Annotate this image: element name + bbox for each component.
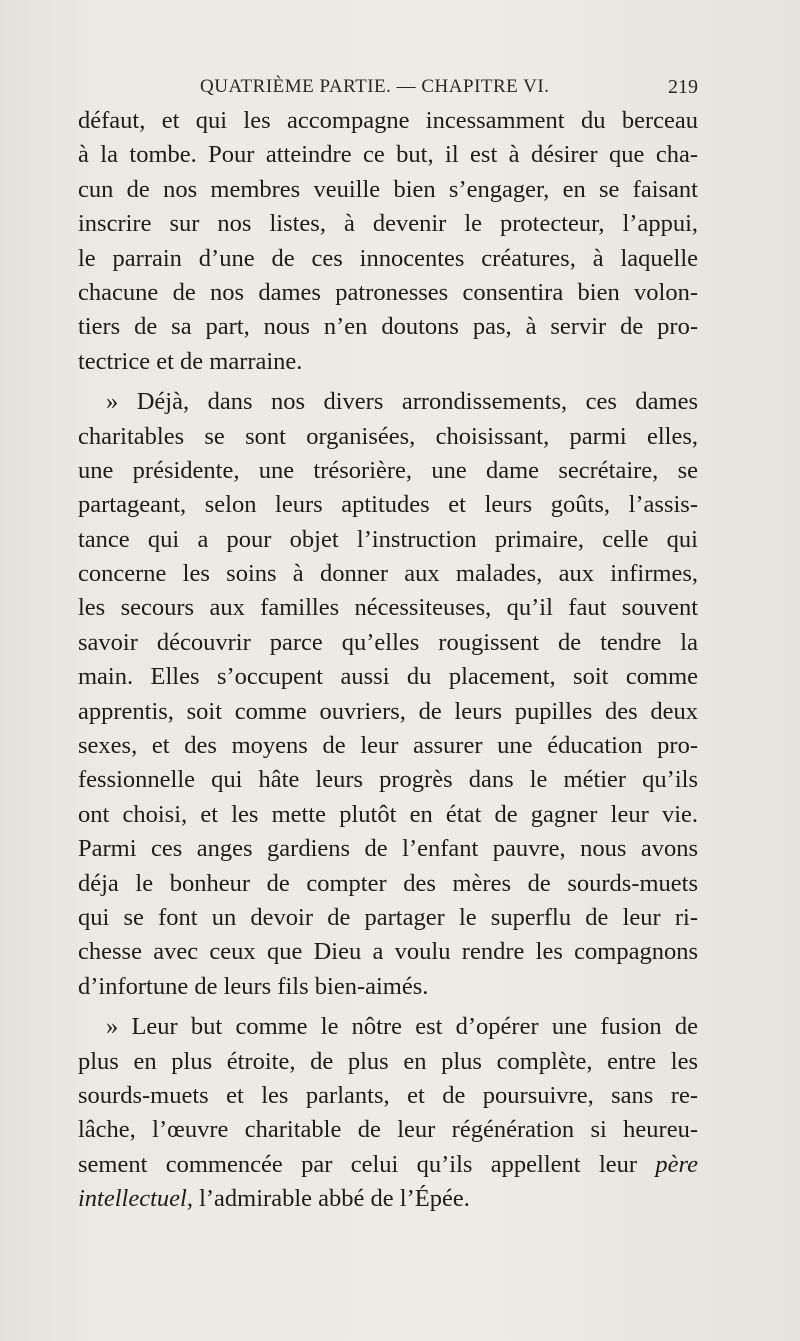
text-line: savoir découvrir parce qu’elles rougissent de tendre la	[78, 628, 698, 656]
text-line: inscrire sur nos listes, à devenir le protecteur, l’appui,	[78, 210, 698, 238]
text-line: chacune de nos dames patronesses consentira bien volon-	[78, 278, 698, 306]
text-line: apprentis, soit comme ouvriers, de leurs pupilles des deux	[78, 697, 698, 725]
text-line: concerne les soins à donner aux malades, aux infirmes,	[78, 560, 698, 588]
italic-text: père	[655, 1150, 698, 1178]
running-title: QUATRIÈME PARTIE. — CHAPITRE VI.	[200, 76, 550, 97]
text-line: tectrice et de marraine.	[78, 347, 303, 375]
text-line: tiers de sa part, nous n’en doutons pas, à servir de pro-	[78, 313, 698, 341]
text-line: les secours aux familles nécessiteuses, qu’il faut souvent	[78, 594, 698, 622]
text-line: cun de nos membres veuille bien s’engager, en se faisant	[78, 175, 698, 203]
text-line: partageant, selon leurs aptitudes et leurs goûts, l’assis-	[78, 491, 698, 519]
paragraph-2	[78, 385, 698, 1004]
text-line: sourds-muets et les parlants, et de poursuivre, sans re-	[78, 1081, 698, 1109]
text-line	[78, 1148, 698, 1182]
text-run: , l’admirable abbé de l’Épée.	[186, 1185, 470, 1213]
text-line: déja le bonheur de compter des mères de sourds-muets	[78, 869, 698, 897]
text-line: plus en plus étroite, de plus en plus complète, entre les	[78, 1047, 698, 1075]
text-line: qui se font un devoir de partager le superflu de leur ri-	[78, 903, 698, 931]
text-line: à la tombe. Pour atteindre ce but, il est à désirer que cha-	[78, 141, 698, 169]
italic-text: intellectuel	[78, 1185, 187, 1213]
text-line: » Déjà, dans nos divers arrondissements, ces dames	[106, 388, 698, 416]
text-run: sement commencée par celui qu’ils appellent leur	[78, 1150, 638, 1178]
text-line: le parrain d’une de ces innocentes créatures, à laquelle	[78, 244, 698, 272]
text-line	[78, 1182, 698, 1216]
page-number: 219	[668, 76, 698, 98]
text-line: une présidente, une trésorière, une dame secrétaire, se	[78, 456, 698, 484]
text-line: défaut, et qui les accompagne incessamment du berceau	[78, 107, 698, 134]
page-header	[78, 76, 698, 102]
text-line: lâche, l’œuvre charitable de leur régénération si heureu-	[78, 1116, 698, 1144]
text-line: Parmi ces anges gardiens de l’enfant pauvre, nous avons	[78, 835, 698, 863]
text-line: main. Elles s’occupent aussi du placement, soit comme	[78, 663, 698, 691]
body-text	[78, 104, 698, 1217]
paragraph-1	[78, 104, 698, 379]
text-line: d’infortune de leurs fils bien-aimés.	[78, 972, 429, 1000]
text-line: ont choisi, et les mette plutôt en état de gagner leur vie.	[78, 800, 698, 828]
text-line: sexes, et des moyens de leur assurer une éducation pro-	[78, 732, 698, 760]
text-line: fessionnelle qui hâte leurs progrès dans le métier qu’ils	[78, 766, 698, 794]
text-line: chesse avec ceux que Dieu a voulu rendre les compagnons	[78, 938, 698, 966]
text-line: tance qui a pour objet l’instruction primaire, celle qui	[78, 525, 698, 553]
text-line: charitables se sont organisées, choisissant, parmi elles,	[78, 422, 698, 450]
text-line: » Leur but comme le nôtre est d’opérer une fusion de	[106, 1013, 698, 1041]
paragraph-3	[78, 1010, 698, 1216]
